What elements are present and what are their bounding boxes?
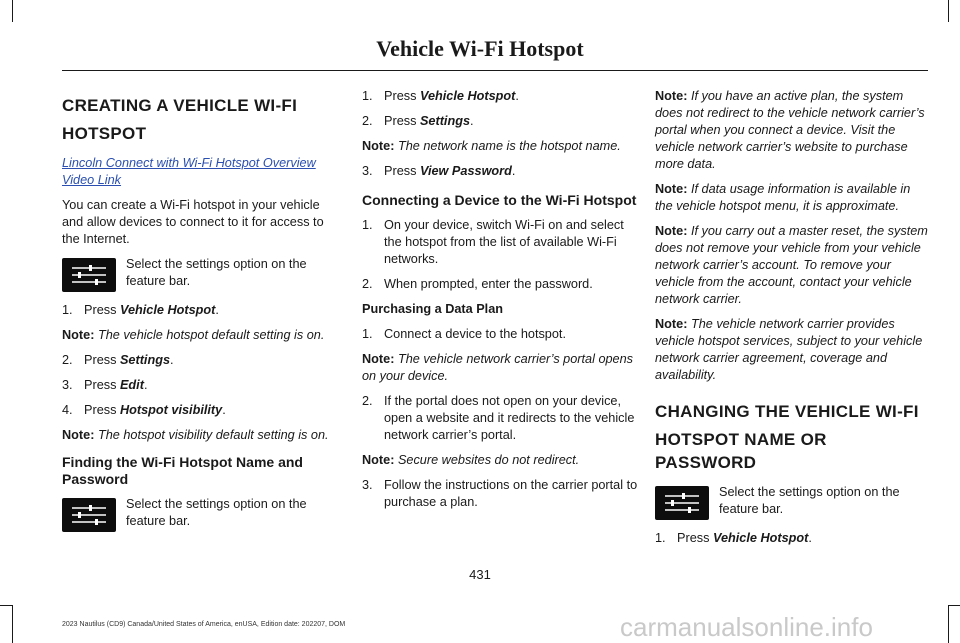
- note: Note: The vehicle network carrier provides vehicle hotspot services, subject to your vehicle network carrier agreement, coverage and availability.: [655, 317, 923, 382]
- step-item: 3. Follow the instructions on the carrier portal to purchase a plan.: [362, 478, 638, 509]
- step-item: 2. Press Settings.: [362, 114, 474, 128]
- note: Note: The network name is the hotspot name.: [362, 139, 621, 153]
- note: Note: If data usage information is available in the vehicle hotspot menu, it is approximate.: [655, 182, 911, 213]
- page-number: 431: [469, 567, 491, 582]
- page-title: Vehicle Wi-Fi Hotspot: [376, 36, 584, 61]
- section-heading: CREATING A VEHICLE WI-FI HOTSPOT: [62, 96, 298, 143]
- column-3: [655, 88, 931, 555]
- step-item: 2. If the portal does not open on your device, open a website and it redirects to the vehicle network carrier’s portal.: [362, 394, 635, 442]
- step-item: 4. Press Hotspot visibility.: [62, 403, 226, 417]
- header-rule: [62, 70, 928, 71]
- crop-mark: [12, 0, 13, 22]
- crop-mark: [948, 605, 960, 606]
- intro-paragraph: You can create a Wi-Fi hotspot in your vehicle and allow devices to connect to it for access to the Internet.: [62, 198, 324, 246]
- settings-instruction: Select the settings option on the feature bar.: [62, 496, 338, 532]
- column-2: [362, 88, 638, 519]
- step-item: 2. When prompted, enter the password.: [362, 277, 593, 291]
- crop-mark: [12, 605, 13, 643]
- settings-sliders-icon: [62, 258, 116, 292]
- step-item: 3. Press View Password.: [362, 164, 516, 178]
- step-item: 1. Press Vehicle Hotspot.: [362, 89, 519, 103]
- step-item: 1. Connect a device to the hotspot.: [362, 327, 566, 341]
- section-heading: CHANGING THE VEHICLE WI-FI HOTSPOT NAME OR PASSWORD: [655, 402, 919, 472]
- subheading: Purchasing a Data Plan: [362, 302, 504, 316]
- settings-sliders-icon: [655, 486, 709, 520]
- note: Note: The vehicle hotspot default setting is on.: [62, 328, 325, 342]
- step-item: 2. Press Settings.: [62, 353, 174, 367]
- note: Note: If you carry out a master reset, the system does not remove your vehicle from your vehicle network carrier’s account. To remove your vehicle from the account, contact your vehicle network carrier.: [655, 224, 928, 306]
- footer-edition: 2023 Nautilus (CD9) Canada/United States of America, enUSA, Edition date: 202207, DOM: [62, 621, 346, 628]
- step-item: 1. Press Vehicle Hotspot.: [655, 531, 812, 545]
- settings-instruction: Select the settings option on the feature bar.: [655, 484, 931, 520]
- settings-instruction: Select the settings option on the feature bar.: [62, 256, 338, 292]
- column-1: [62, 88, 338, 542]
- note: Note: The vehicle network carrier’s portal opens on your device.: [362, 352, 634, 383]
- step-item: 3. Press Edit.: [62, 378, 148, 392]
- crop-mark: [0, 605, 12, 606]
- subheading: Finding the Wi-Fi Hotspot Name and Password: [62, 454, 303, 487]
- step-item: 1. On your device, switch Wi-Fi on and select the hotspot from the list of available Wi-Fi networks.: [362, 218, 624, 266]
- subheading: Connecting a Device to the Wi-Fi Hotspot: [362, 192, 637, 208]
- note: Note: If you have an active plan, the system does not redirect to the vehicle network carrier’s portal when you connect a device. Visit the vehicle network carrier’s website to purchase more data.: [655, 89, 925, 171]
- crop-mark: [948, 605, 949, 643]
- video-link[interactable]: Lincoln Connect with Wi-Fi Hotspot Overview Video Link: [62, 156, 316, 187]
- watermark: carmanualsonline.info: [620, 612, 873, 642]
- note: Note: Secure websites do not redirect.: [362, 453, 580, 467]
- crop-mark: [948, 0, 949, 22]
- note: Note: The hotspot visibility default setting is on.: [62, 428, 329, 442]
- settings-sliders-icon: [62, 498, 116, 532]
- step-item: 1. Press Vehicle Hotspot.: [62, 303, 219, 317]
